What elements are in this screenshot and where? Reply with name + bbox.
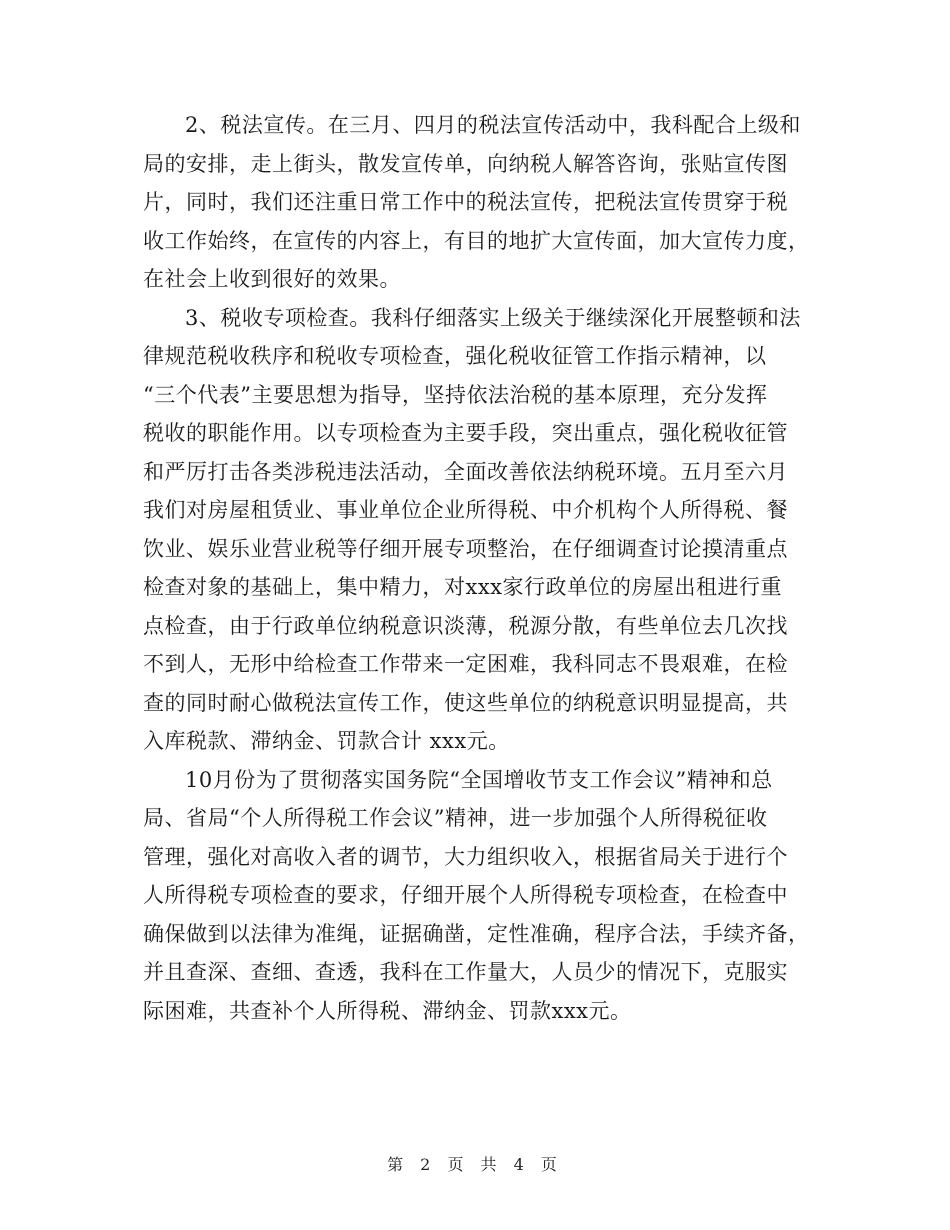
document-body: [143, 106, 808, 1030]
paragraph-line: 并且查深、查细、查透，我科在工作量大，人员少的情况下，克服实: [143, 960, 788, 984]
paragraph-first-line: 2、税法宣传。在三月、四月的税法宣传活动中，我科配合上级和: [185, 113, 801, 137]
paragraph-line: 不到人，无形中给检查工作带来一定困难，我科同志不畏艰难，在检: [143, 652, 788, 676]
paragraph-line: 人所得税专项检查的要求，仔细开展个人所得税专项检查，在检查中: [143, 883, 788, 907]
paragraph-line: 检查对象的基础上，集中精力，对xxx家行政单位的房屋出租进行重: [143, 575, 783, 599]
paragraph-line: 和严厉打击各类涉税违法活动，全面改善依法纳税环境。五月至六月: [143, 459, 788, 484]
paragraph-line: 饮业、娱乐业营业税等仔细开展专项整治，在仔细调查讨论摸清重点: [143, 536, 788, 561]
paragraph-line: 管理，强化对高收入者的调节，大力组织收入，根据省局关于进行个: [143, 844, 788, 869]
paragraph-line: 片，同时，我们还注重日常工作中的税法宣传，把税法宣传贯穿于税: [143, 190, 788, 214]
paragraph-first-line: 3、税收专项检查。我科仔细落实上级关于继续深化开展整顿和法: [185, 305, 801, 330]
paragraph-line: “三个代表”主要思想为指导，坚持依法治税的基本原理，充分发挥: [143, 382, 768, 407]
paragraph-line: 点检查，由于行政单位纳税意识淡薄，税源分散，有些单位去几次找: [143, 613, 788, 638]
paragraph-line: 局、省局“个人所得税工作会议”精神，进一步加强个人所得税征收: [143, 806, 768, 830]
paragraph-first-line: 10月份为了贯彻落实国务院“全国增收节支工作会议”精神和总: [185, 767, 773, 792]
paragraph-line: 在社会上收到很好的效果。: [143, 267, 401, 291]
paragraph-line: 确保做到以法律为准绳，证据确凿，定性准确，程序合法，手续齐备，: [143, 921, 810, 946]
paragraph-line: 税收的职能作用。以专项检查为主要手段，突出重点，强化税收征管: [143, 421, 788, 445]
paragraph-line: 查的同时耐心做税法宣传工作，使这些单位的纳税意识明显提高，共: [143, 690, 788, 715]
paragraph-line: 我们对房屋租赁业、事业单位企业所得税、中介机构个人所得税、餐: [143, 498, 788, 522]
paragraph-line: 收工作始终，在宣传的内容上，有目的地扩大宣传面，加大宣传力度，: [143, 228, 810, 253]
paragraph-line: 际困难，共查补个人所得税、滞纳金、罚款xxx元。: [143, 998, 632, 1023]
paragraph-line: 律规范税收秩序和税收专项检查，强化税收征管工作指示精神，以: [143, 344, 767, 368]
paragraph-line: 入库税款、滞纳金、罚款合计 xxx元。: [143, 729, 510, 753]
paragraph-line: 局的安排，走上街头，散发宣传单，向纳税人解答咨询，张贴宣传图: [143, 151, 788, 176]
page-number-footer: 第 2 页 共 4 页: [387, 1155, 563, 1174]
